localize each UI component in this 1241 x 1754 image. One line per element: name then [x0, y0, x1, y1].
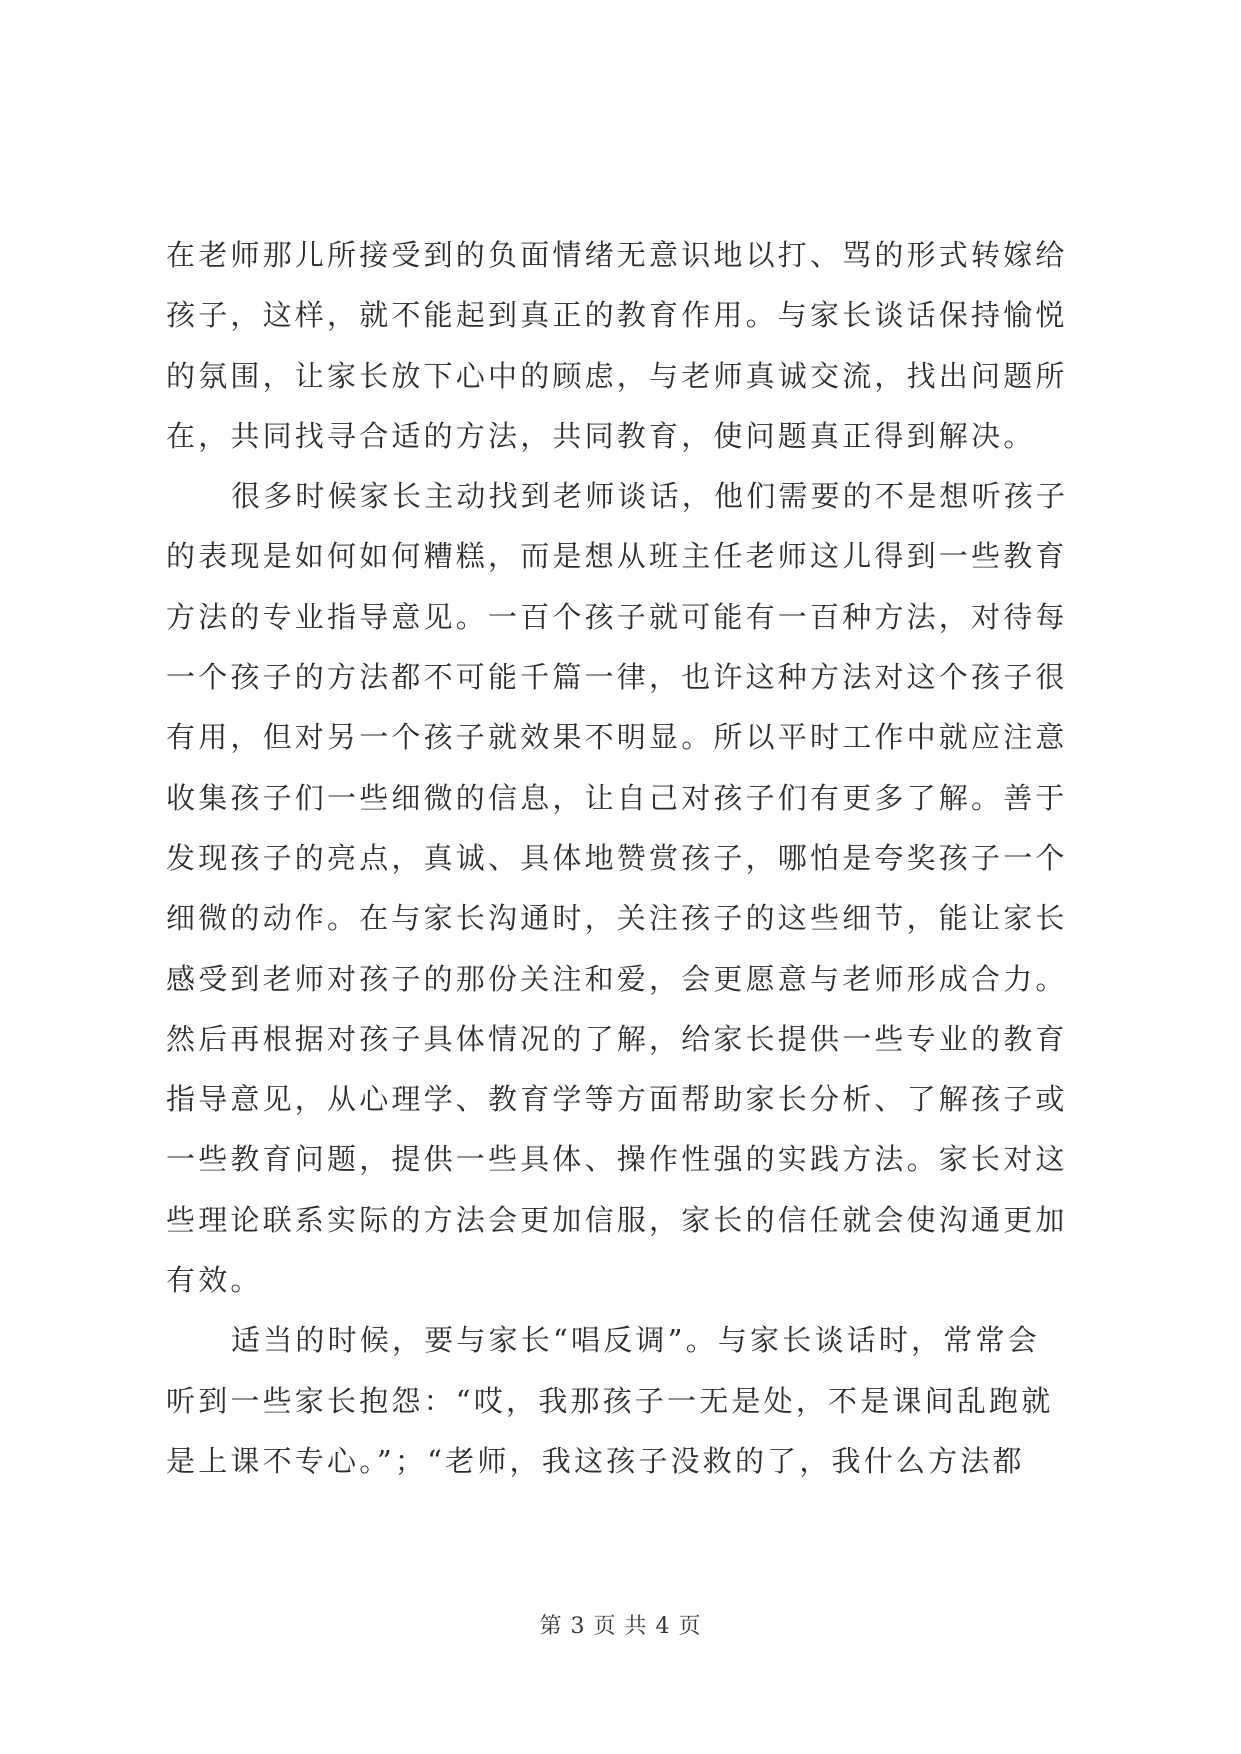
text-line: 发现孩子的亮点，真诚、具体地赞赏孩子，哪怕是夸奖孩子一个	[166, 840, 1068, 875]
text-line: 在老师那儿所接受到的负面情绪无意识地以打、骂的形式转嫁给	[166, 238, 1068, 272]
text-line: 一个孩子的方法都不可能千篇一律，也许这种方法对这个孩子很	[166, 660, 1068, 695]
text-line: 听到一些家长抱怨：“哎，我那孩子一无是处，不是课间乱跑就	[166, 1383, 1054, 1418]
page-number: 第 3 页 共 4 页	[539, 1614, 702, 1639]
text-line: 感受到老师对孩子的那份关注和爱，会更愿意与老师形成合力。	[166, 961, 1068, 996]
paragraph-2	[166, 466, 1076, 1310]
text-line: 有效。	[166, 1263, 263, 1298]
paragraph-3	[166, 1310, 1076, 1491]
document-body	[166, 225, 1076, 1491]
text-line: 的表现是如何如何糟糕，而是想从班主任老师这儿得到一些教育	[166, 539, 1068, 574]
text-line: 是上课不专心。”；“老师，我这孩子没救的了，我什么方法都	[166, 1443, 1025, 1478]
text-line: 有用，但对另一个孩子就效果不明显。所以平时工作中就应注意	[166, 720, 1068, 755]
text-line: 很多时候家长主动找到老师谈话，他们需要的不是想听孩子	[231, 479, 1069, 514]
text-line: 然后再根据对孩子具体情况的了解，给家长提供一些专业的教育	[166, 1021, 1068, 1056]
page-footer	[0, 1609, 1241, 1640]
text-line: 指导意见，从心理学、教育学等方面帮助家长分析、了解孩子或	[166, 1082, 1068, 1117]
text-line: 在，共同找寻合适的方法，共同教育，使问题真正得到解决。	[166, 418, 1036, 453]
text-line: 一些教育问题，提供一些具体、操作性强的实践方法。家长对这	[166, 1142, 1068, 1177]
text-line: 方法的专业指导意见。一百个孩子就可能有一百种方法，对待每	[166, 599, 1068, 634]
text-line: 适当的时候，要与家长“唱反调”。与家长谈话时，常常会	[231, 1323, 1040, 1358]
paragraph-1	[166, 225, 1076, 466]
text-line: 收集孩子们一些细微的信息，让自己对孩子们有更多了解。善于	[166, 780, 1068, 815]
text-line: 细微的动作。在与家长沟通时，关注孩子的这些细节，能让家长	[166, 901, 1068, 936]
text-line: 孩子，这样，就不能起到真正的教育作用。与家长谈话保持愉悦	[166, 298, 1068, 333]
text-line: 些理论联系实际的方法会更加信服，家长的信任就会使沟通更加	[166, 1202, 1068, 1237]
text-line: 的氛围，让家长放下心中的顾虑，与老师真诚交流，找出问题所	[166, 358, 1068, 393]
